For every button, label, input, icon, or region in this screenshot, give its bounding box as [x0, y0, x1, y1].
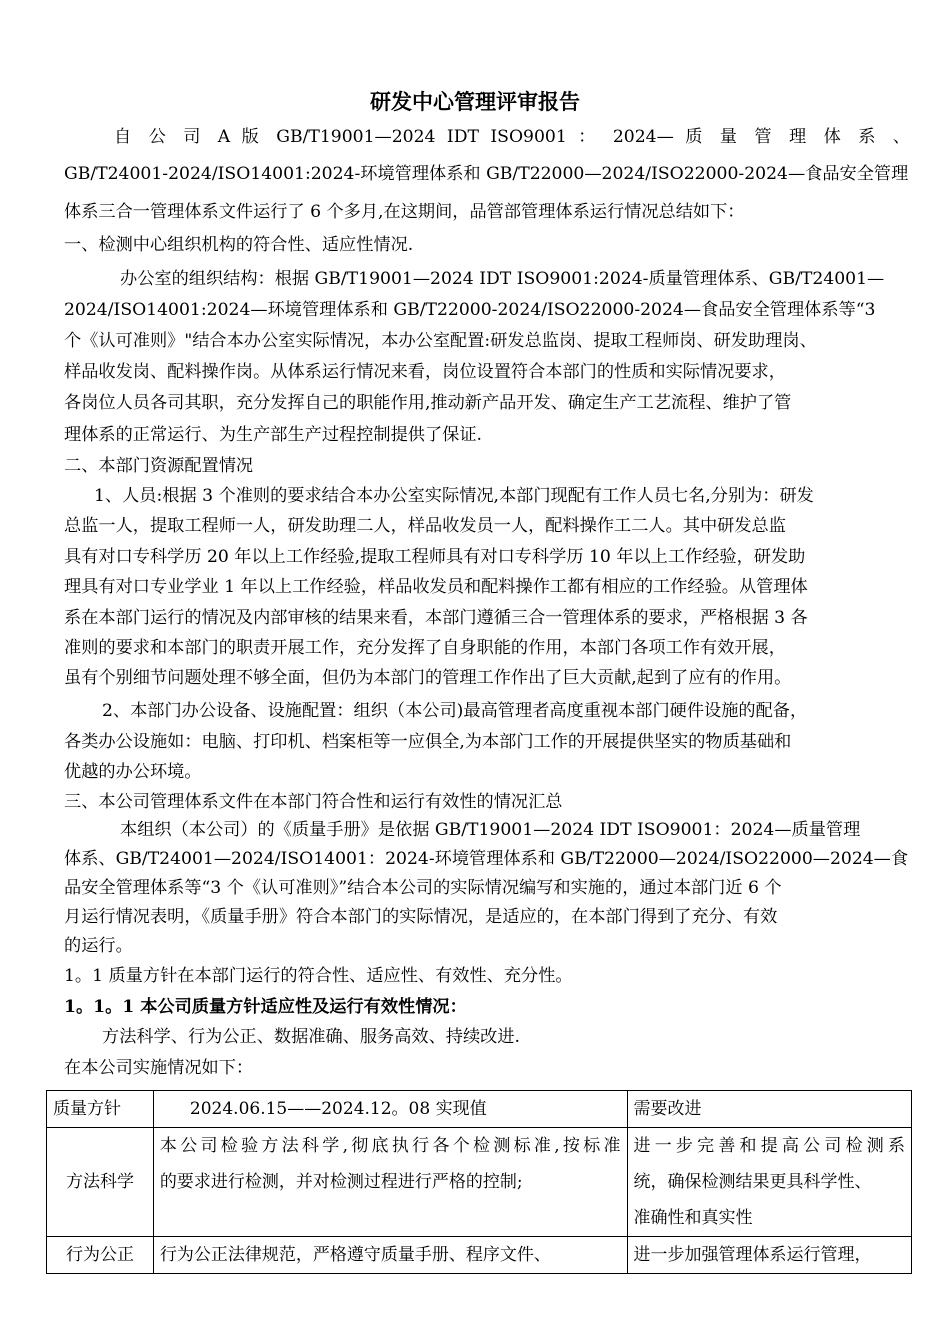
cell-text-line: 进一步加强管理体系运行管理，: [633, 1245, 872, 1265]
body-line: 各岗位人员各司其职，充分发挥自己的职能作用,推动新产品开发、确定生产工艺流程、维护了管: [64, 393, 792, 413]
body-line: 准则的要求和本部门的职责开展工作，充分发挥了自身职能的作用，本部门各项工作有效开展，: [64, 638, 786, 658]
table-header-row: [47, 1091, 912, 1128]
body-line: 在本公司实施情况如下：: [64, 1058, 254, 1078]
table-header-cell: 2024.06.15——2024.12。08 实现值: [153, 1091, 627, 1128]
body-line: 本组织（本公司）的《质量手册》是依据 GB/T19001—2024 IDT ISO9001：2024—质量管理: [120, 820, 861, 840]
body-line: GB/T24001-2024/ISO14001:2024-环境管理体系和 GB/T22000—2024/ISO22000-2024—食品安全管理: [64, 164, 909, 184]
body-line: 月运行情况表明，《质量手册》符合本部门的实际情况，是适应的，在本部门得到了充分、有效: [64, 907, 778, 927]
table-header-cell: 质量方针: [47, 1091, 154, 1128]
body-line: 具有对口专科学历 20 年以上工作经验,提取工程师具有对口专科学历 10 年以上工作经验，研发助: [64, 547, 806, 567]
body-line: 理具有对口专业学业 1 年以上工作经验，样品收发员和配料操作工都有相应的工作经验。从管理体: [64, 577, 808, 597]
section-heading: 三、本公司管理体系文件在本部门符合性和运行有效性的情况汇总: [64, 792, 563, 812]
cell-text-line: 统，确保检测结果更具科学性、: [633, 1172, 872, 1192]
body-line: 品安全管理体系等“3 个《认可准则》”结合本公司的实际情况编写和实施的，通过本部门近 6 个: [64, 878, 782, 898]
cell-text-line: 本公司检验方法科学,彻底执行各个检测标准,按标准: [159, 1136, 621, 1156]
body-line: 体系、GB/T24001—2024/ISO14001：2024-环境管理体系和 GB/T22000—2024/ISO22000—2024—食: [64, 849, 909, 869]
table-header-cell: 需要改进: [627, 1091, 911, 1128]
table-cell-value: [153, 1128, 627, 1237]
subsection-heading-bold: 1。1。1 本公司质量方针适应性及运行有效性情况：: [64, 997, 467, 1017]
body-line: 体系三合一管理体系文件运行了 6 个多月,在这期间，品管部管理体系运行情况总结如下：: [64, 202, 745, 222]
cell-text-line: 准确性和真实性: [633, 1208, 753, 1228]
body-line: 自 公 司 A 版 GB/T19001—2024 IDT ISO9001 ： 2024— 质 量 管 理 体 系 、: [114, 127, 910, 147]
body-line: 2024/ISO14001:2024—环境管理体系和 GB/T22000-2024/ISO22000-2024—食品安全管理体系等“3: [64, 300, 876, 320]
table-row: [47, 1237, 912, 1274]
body-line: 总监一人，提取工程师一人，研发助理二人，样品收发员一人，配料操作工二人。其中研发总监: [64, 516, 786, 536]
subsection-heading: 1。1 质量方针在本部门运行的符合性、适应性、有效性、充分性。: [64, 966, 573, 986]
body-line: 各类办公设施如：电脑、打印机、档案柜等一应俱全,为本部门工作的开展提供坚实的物质基础和: [64, 732, 792, 752]
body-line: 的运行。: [64, 936, 133, 956]
body-line: 样品收发岗、配料操作岗。从体系运行情况来看，岗位设置符合本部门的性质和实际情况要求，: [64, 362, 786, 382]
table-cell-value: [153, 1237, 627, 1274]
body-line: 系在本部门运行的情况及内部审核的结果来看，本部门遵循三合一管理体系的要求，严格根据 3 各: [64, 608, 808, 628]
policy-table: [46, 1090, 912, 1274]
cell-text-line: 的要求进行检测，并对检测过程进行严格的控制;: [159, 1172, 523, 1192]
cell-text-line: 进一步完善和提高公司检测系: [633, 1136, 905, 1156]
body-line: 2、本部门办公设备、设施配置：组织（本公司)最高管理者高度重视本部门硬件设施的配备，: [102, 701, 808, 721]
body-line: 虽有个别细节问题处理不够全面，但仍为本部门的管理工作作出了巨大贡献,起到了应有的作用。: [64, 668, 792, 688]
body-line: 方法科学、行为公正、数据准确、服务高效、持续改进.: [102, 1027, 520, 1047]
cell-text-line: 行为公正法律规范，严格遵守质量手册、程序文件、: [159, 1245, 551, 1265]
page-title: 研发中心管理评审报告: [370, 89, 580, 114]
section-heading: 二、本部门资源配置情况: [64, 456, 254, 476]
cell-spacer: [160, 1200, 621, 1236]
body-line: 理体系的正常运行、为生产部生产过程控制提供了保证.: [64, 425, 482, 445]
section-heading: 一、检测中心组织机构的符合性、适应性情况.: [64, 235, 414, 255]
table-cell-improve: [627, 1237, 911, 1274]
table-cell-policy: 行为公正: [47, 1237, 154, 1274]
table-cell-policy: 方法科学: [47, 1128, 154, 1237]
body-line: 办公室的组织结构：根据 GB/T19001—2024 IDT ISO9001:2024-质量管理体系、GB/T24001—: [120, 269, 885, 289]
table-row: [47, 1128, 912, 1237]
body-line: 个《认可准则》"结合本办公室实际情况，本办公室配置:研发总监岗、提取工程师岗、研发助理岗、: [64, 331, 817, 351]
body-line: 优越的办公环境。: [64, 762, 202, 782]
body-line: 1、人员:根据 3 个准则的要求结合本办公室实际情况,本部门现配有工作人员七名,分别为：研发: [94, 486, 814, 506]
table-cell-improve: [627, 1128, 911, 1237]
